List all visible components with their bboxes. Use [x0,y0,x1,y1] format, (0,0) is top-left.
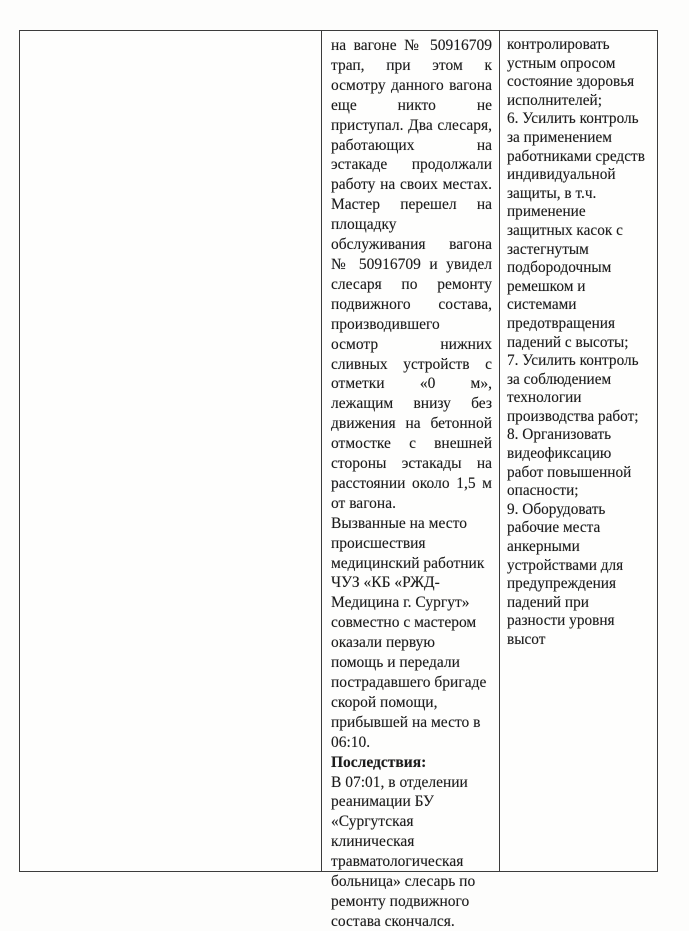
text-line: подбородочным [507,259,612,277]
paragraph [331,753,492,773]
paragraph [507,110,655,352]
text-line: устройствами для [507,556,624,574]
text-line: происшествия [331,534,426,552]
text-line: состава скончался. [331,912,455,930]
text-line: защиты, в т.ч. [507,184,597,202]
text-line: трап, при этом к [331,56,492,74]
text-line: работниками средств [507,147,645,165]
paragraph [507,501,655,650]
text-line: 06:10. [331,733,371,751]
text-line: еще никто не [331,96,492,114]
text-line: падений при [507,593,589,611]
text-line: № 50916709 и увидел [331,255,492,273]
text-line: работающих на [331,136,492,154]
text-line: технологии [507,389,582,407]
text-line: застегнутым [507,240,589,258]
text-line: производства работ; [507,407,639,425]
text-line: пострадавшего бригаде [331,674,487,691]
text-line: В 07:01, в отделении [331,773,468,791]
text-line: устным опросом [507,54,616,72]
text-line: предупреждения [507,575,617,593]
text-line: применение [507,203,586,221]
incident-report-table [19,30,658,930]
text-line: отметки «0 м», [331,375,492,393]
text-line: больница» слесарь по [331,873,476,891]
text-line: за соблюдением [507,370,612,388]
text-line: контролировать [507,36,610,53]
paragraph [331,36,492,514]
text-line: на вагоне № 50916709 [331,37,492,54]
text-line: работ повышенной [507,463,632,481]
paragraph [331,773,492,932]
text-line: высот [507,631,546,648]
text-line: 8. Организовать [507,426,612,444]
text-line: Медицина г. Сургут» [331,594,470,612]
text-line: Мастер перешел на [331,196,492,214]
text-line: слесаря по ремонту [331,275,492,293]
text-line: подвижного состава, [331,295,492,313]
text-line: 6. Усилить контроль [507,110,639,128]
text-line: совместно с мастером [331,614,477,632]
text-line: опасности; [507,482,579,500]
text-line: за применением [507,128,612,146]
text-line: травматологическая [331,853,464,871]
text-line: производившего [331,315,440,333]
text-line: защитных касок с [507,221,623,239]
paragraph [331,514,492,753]
text-line: ремешком и [507,277,586,295]
text-line: скорой помощи, [331,693,438,711]
text-line: исполнителей; [507,91,602,109]
text-line: Последствия: [331,753,427,771]
text-line: сливных устройств с [331,355,492,373]
text-line: прибывшей на место в [331,713,481,731]
text-line: осмотр нижних [331,335,492,353]
table-cell-incident-description [321,31,499,930]
text-line: 9. Оборудовать [507,500,606,518]
text-line: осмотру данного вагона [331,76,492,94]
text-line: видеофиксацию [507,445,612,463]
text-line: реанимации БУ [331,793,434,811]
text-line: приступал. Два слесаря, [331,116,492,134]
text-line: падений с высоты; [507,333,629,351]
text-line: ремонту подвижного [331,892,470,910]
table-cell-preventive-measures [499,31,657,871]
text-line: 7. Усилить контроль [507,352,639,370]
text-line: предотвращения [507,314,615,332]
text-line: помощь и передали [331,654,460,672]
text-line: «Сургутская [331,813,414,831]
text-line: стороны эстакады на [331,455,492,473]
text-line: оказали первую [331,634,436,652]
text-line: ЧУЗ «КБ «РЖД- [331,574,440,592]
text-line: медицинский работник [331,554,485,572]
text-line: системами [507,296,577,314]
text-line: расстоянии около 1,5 м [331,474,492,492]
text-line: эстакаде продолжали [331,156,492,174]
text-line: разности уровня [507,612,615,630]
paragraph [507,36,655,110]
text-line: движения на бетонной [331,415,492,433]
text-line: анкерными [507,538,580,556]
paragraph [507,426,655,500]
text-line: индивидуальной [507,166,616,184]
text-line: обслуживания вагона [331,236,492,254]
text-line: лежащим внизу без [331,395,492,413]
table-cell-left-empty [20,31,321,871]
text-line: от вагона. [331,494,396,512]
text-line: Вызванные на место [331,514,467,532]
text-line: работу на своих местах. [331,176,492,194]
paragraph [507,352,655,426]
text-line: клиническая [331,833,415,851]
text-line: отмостке с внешней [331,435,492,453]
text-line: рабочие места [507,519,601,537]
text-line: состояние здоровья [507,73,635,91]
text-line: площадку [331,216,397,234]
